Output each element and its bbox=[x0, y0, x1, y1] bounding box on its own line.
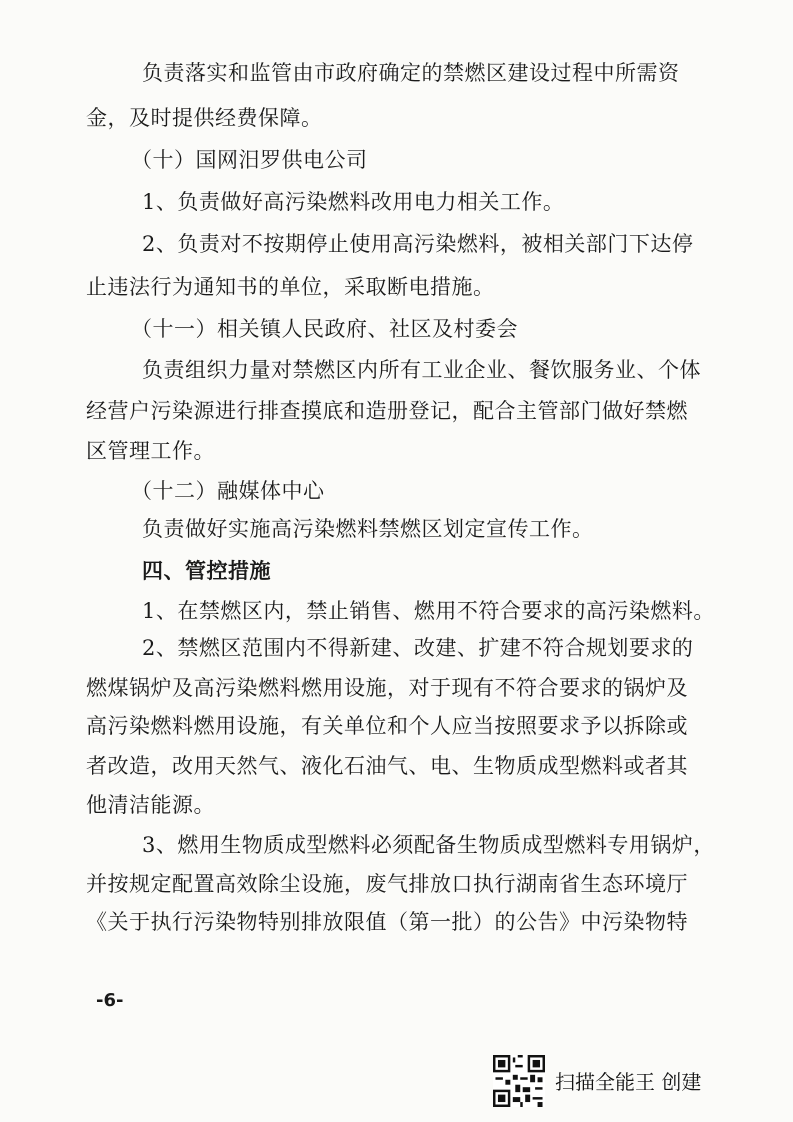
text-line: 3、燃用生物质成型燃料必须配备生物质成型燃料专用锅炉， bbox=[142, 833, 715, 857]
text-line: 1、负责做好高污染燃料改用电力相关工作。 bbox=[142, 190, 565, 214]
text-line: 燃煤锅炉及高污染燃料燃用设施，对于现有不符合要求的锅炉及 bbox=[86, 676, 688, 700]
section-heading: （十二）融媒体中心 bbox=[131, 479, 325, 503]
text-line: 金，及时提供经费保障。 bbox=[86, 106, 323, 130]
section-heading: （十）国网汨罗供电公司 bbox=[131, 148, 368, 172]
qr-code-icon bbox=[493, 1055, 545, 1107]
scanner-watermark: 扫描全能王 创建 bbox=[555, 1070, 702, 1094]
text-line: 负责落实和监管由市政府确定的禁燃区建设过程中所需资 bbox=[142, 61, 680, 85]
section-heading: （十一）相关镇人民政府、社区及村委会 bbox=[131, 317, 518, 341]
chapter-heading: 四、管控措施 bbox=[142, 558, 271, 583]
page-number: -6- bbox=[96, 990, 124, 1011]
text-line: 他清洁能源。 bbox=[86, 793, 215, 817]
text-line: 区管理工作。 bbox=[86, 439, 215, 463]
text-line: 《关于执行污染物特别排放限值（第一批）的公告》中污染物特 bbox=[86, 910, 688, 934]
text-line: 止违法行为通知书的单位，采取断电措施。 bbox=[86, 275, 495, 299]
text-line: 并按规定配置高效除尘设施，废气排放口执行湖南省生态环境厅 bbox=[86, 872, 688, 896]
text-line: 2、禁燃区范围内不得新建、改建、扩建不符合规划要求的 bbox=[142, 636, 694, 660]
text-line: 者改造，改用天然气、液化石油气、电、生物质成型燃料或者其 bbox=[86, 754, 688, 778]
text-line: 经营户污染源进行排查摸底和造册登记，配合主管部门做好禁燃 bbox=[86, 399, 688, 423]
text-line: 高污染燃料燃用设施，有关单位和个人应当按照要求予以拆除或 bbox=[86, 714, 688, 738]
text-line: 1、在禁燃区内，禁止销售、燃用不符合要求的高污染燃料。 bbox=[142, 599, 715, 623]
text-line: 负责做好实施高污染燃料禁燃区划定宣传工作。 bbox=[142, 517, 594, 541]
text-line: 负责组织力量对禁燃区内所有工业企业、餐饮服务业、个体 bbox=[142, 358, 701, 382]
text-line: 2、负责对不按期停止使用高污染燃料，被相关部门下达停 bbox=[142, 232, 694, 256]
